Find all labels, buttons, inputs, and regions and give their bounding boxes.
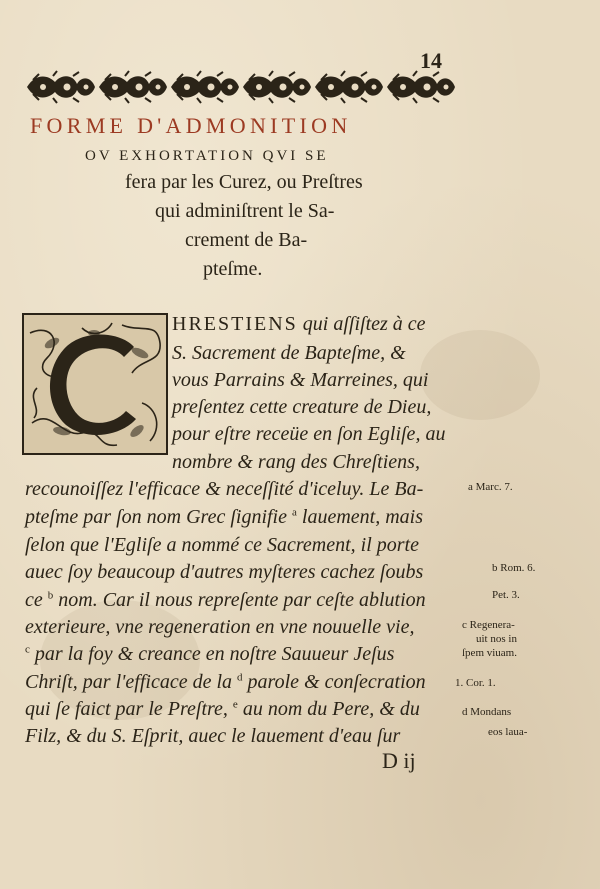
- margin-note: a Marc. 7.: [468, 481, 513, 493]
- text-span: ce: [25, 589, 48, 611]
- margin-note: eos laua-: [488, 726, 528, 738]
- text-line: [25, 589, 426, 612]
- text-line: auec ſoy beaucoup d'autres myſteres cachez ſoubs: [25, 561, 424, 583]
- title-line-5: crement de Ba-: [185, 229, 308, 251]
- text-span: au nom du Pere, & du: [237, 698, 420, 720]
- margin-note: Pet. 3.: [492, 589, 520, 601]
- text-span: qui aſſiſtez à ce: [297, 313, 426, 335]
- note-mark: d: [237, 671, 243, 684]
- text-span: lauement, mais: [296, 506, 423, 528]
- margin-note: 1. Cor. 1.: [455, 677, 496, 689]
- page-number: 14: [420, 48, 442, 73]
- margin-note: ſpem viuam.: [462, 647, 517, 659]
- margin-note: d Mondans: [462, 706, 512, 718]
- title-line-6: pteſme.: [203, 258, 263, 280]
- title-line-4: qui adminiſtrent le Sa-: [155, 200, 335, 222]
- text-line: recounoiſſez l'efficace & neceſſité d'iceluy. Le Ba-: [25, 478, 424, 500]
- text-span: par la foy & creance en noſtre Sauueur Jeſus: [29, 643, 395, 665]
- note-mark: e: [232, 698, 238, 711]
- text-line: vous Parrains & Marreines, qui: [172, 369, 429, 391]
- text-line: pour eſtre receüe en ſon Egliſe, au: [172, 423, 446, 445]
- margin-note: uit nos in: [476, 633, 517, 645]
- margin-note: b Rom. 6.: [492, 562, 536, 574]
- text-line: [25, 506, 423, 529]
- text-span: pteſme par ſon nom Grec ſignifie: [25, 506, 292, 528]
- margin-note: c Regenera-: [462, 619, 515, 631]
- text-line: S. Sacrement de Bapteſme, &: [172, 342, 406, 364]
- note-mark: c: [25, 643, 30, 656]
- floral-headpiece-ornament-icon: [25, 70, 460, 104]
- text-line: [172, 313, 426, 336]
- title-line-2: OV EXHORTATION QVI SE: [85, 148, 329, 164]
- initial-word-caps: HRESTIENS: [172, 313, 298, 335]
- text-line: [25, 698, 420, 721]
- text-line: ſelon que l'Egliſe a nommé ce Sacrement, il porte: [25, 534, 419, 556]
- note-mark: b: [47, 589, 54, 602]
- text-line: exterieure, vne regeneration en vne nouuelle vie,: [25, 616, 415, 638]
- text-line: [25, 671, 426, 694]
- text-line: [25, 643, 394, 666]
- text-span: parole & conſecration: [242, 671, 426, 693]
- note-mark: a: [292, 506, 297, 519]
- text-line: Filz, & du S. Eſprit, auec le lauement d'eau ſur: [25, 725, 401, 747]
- text-span: qui ſe faict par le Preſtre,: [25, 698, 233, 720]
- text-span: Chriſt, par l'efficace de la: [25, 671, 238, 693]
- text-line: preſentez cette creature de Dieu,: [172, 396, 432, 418]
- text-line: nombre & rang des Chreſtiens,: [172, 451, 420, 473]
- text-span: nom. Car il nous repreſente par ceſte ablution: [53, 589, 426, 611]
- signature-mark: D ij: [382, 748, 416, 773]
- title-line-1: FORME D'ADMONITION: [30, 113, 352, 138]
- title-line-3: fera par les Curez, ou Preſtres: [125, 171, 363, 193]
- paper-stain: [420, 330, 540, 420]
- decorated-initial-c-icon: [22, 313, 168, 455]
